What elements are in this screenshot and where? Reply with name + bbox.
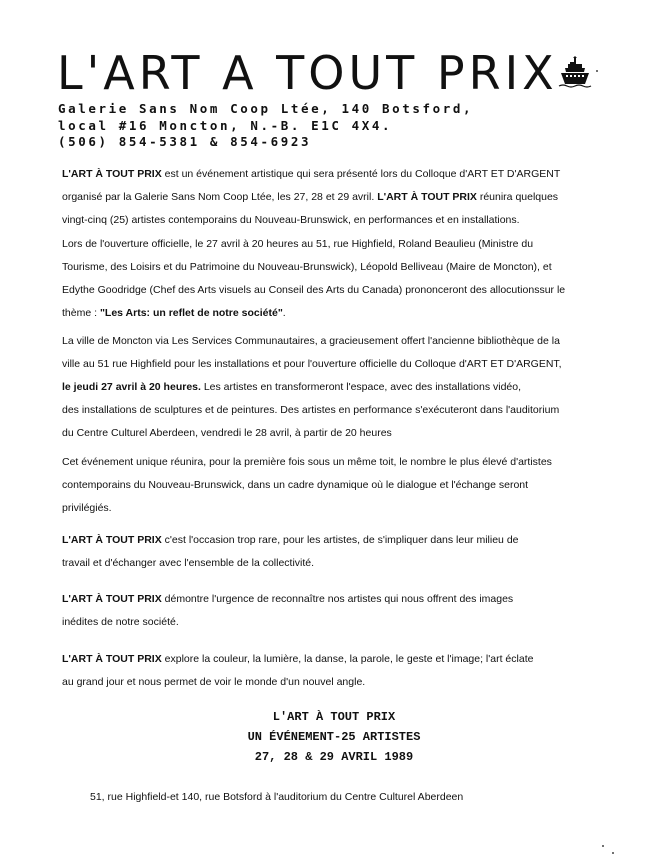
closing-subtitle: UN ÉVÉNEMENT-25 ARTISTES [247, 730, 421, 744]
paragraph-intro [62, 163, 582, 232]
theme-title: "Les Arts: un reflet de notre société" [99, 307, 283, 319]
closing-dates: 27, 28 & 29 AVRIL 1989 [254, 750, 414, 764]
text: Lors de l'ouverture officielle, le 27 avril à 20 heures au 51, rue Highfield, Roland Beaulieu (Ministre du [62, 238, 534, 250]
footer-address: 51, rue Highfield-et 140, rue Botsford à l'auditorium du Centre Culturel Aberdeen [90, 791, 464, 803]
page-title: L'ART A TOUT PRIX [57, 46, 558, 100]
text: Edythe Goodridge (Chef des Arts visuels au Conseil des Arts du Canada) prononceront des allocutionssur le [62, 284, 566, 296]
speck [602, 845, 604, 847]
address-line-2: local #16 Moncton, N.-B. E1C 4X4. [58, 118, 393, 133]
text: explore la couleur, la lumière, la danse, la parole, le geste et l'image; l'art éclate [161, 653, 534, 665]
event-name: L'ART À TOUT PRIX [62, 534, 162, 546]
text: c'est l'occasion trop rare, pour les artistes, de s'impliquer dans leur milieu de [161, 534, 519, 546]
text: du Centre Culturel Aberdeen, vendredi le 28 avril, à partir de 20 heures [62, 427, 392, 439]
date-highlight: le jeudi 27 avril à 20 heures. [62, 381, 201, 393]
text: démontre l'urgence de reconnaître nos artistes qui nous offrent des images [161, 593, 514, 605]
speck [596, 70, 598, 72]
paragraph-unique [62, 451, 582, 520]
event-name: L'ART À TOUT PRIX [62, 653, 162, 665]
text: travail et d'échanger avec l'ensemble de la collectivité. [62, 557, 315, 569]
text: ville au 51 rue Highfield pour les installations et pour l'ouverture officielle du Colloque d'ART ET D'ARGENT, [62, 358, 562, 370]
text: est un événement artistique qui sera présenté lors du Colloque d'ART ET D'ARGENT [161, 168, 561, 180]
paragraph-venue [62, 330, 582, 445]
address-line-1: Galerie Sans Nom Coop Ltée, 140 Botsford, [58, 101, 474, 116]
paragraph-occasion [62, 529, 582, 575]
phone-line: (506) 854-5381 & 854-6923 [58, 134, 312, 149]
text: contemporains du Nouveau-Brunswick, dans un cadre dynamique où le dialogue et l'échange seront [62, 479, 529, 491]
event-name: L'ART À TOUT PRIX [62, 168, 162, 180]
text: La ville de Moncton via Les Services Communautaires, a gracieusement offert l'ancienne bibliothèque de la [62, 335, 560, 347]
event-name: L'ART À TOUT PRIX [377, 191, 477, 203]
event-name: L'ART À TOUT PRIX [62, 593, 162, 605]
text: au grand jour et nous permet de voir le monde d'un nouvel angle. [62, 676, 366, 688]
text: Tourisme, des Loisirs et du Patrimoine du Nouveau-Brunswick), Léopold Belliveau (Maire de Moncton), et [62, 261, 552, 273]
text: thème : [62, 307, 100, 319]
ship-icon [557, 54, 593, 94]
text: Les artistes en transformeront l'espace, avec des installations vidéo, [200, 381, 522, 393]
text: organisé par la Galerie Sans Nom Coop Ltée, les 27, 28 et 29 avril. [62, 191, 378, 203]
text: des installations de sculptures et de peintures. Des artistes en performance s'exécuteront dans l'auditorium [62, 404, 560, 416]
text: réunira quelques [476, 191, 559, 203]
speck [612, 852, 614, 854]
paragraph-explore [62, 648, 582, 694]
paragraph-opening [62, 233, 582, 325]
closing-title: L'ART À TOUT PRIX [272, 710, 396, 724]
text: privilégiés. [62, 502, 112, 514]
text: inédites de notre société. [62, 616, 179, 628]
text: vingt-cinq (25) artistes contemporains du Nouveau-Brunswick, en performances et en installations. [62, 214, 520, 226]
text: . [282, 307, 286, 319]
paragraph-urgency [62, 588, 582, 634]
text: Cet événement unique réunira, pour la première fois sous un même toit, le nombre le plus élevé d'artistes [62, 456, 552, 468]
